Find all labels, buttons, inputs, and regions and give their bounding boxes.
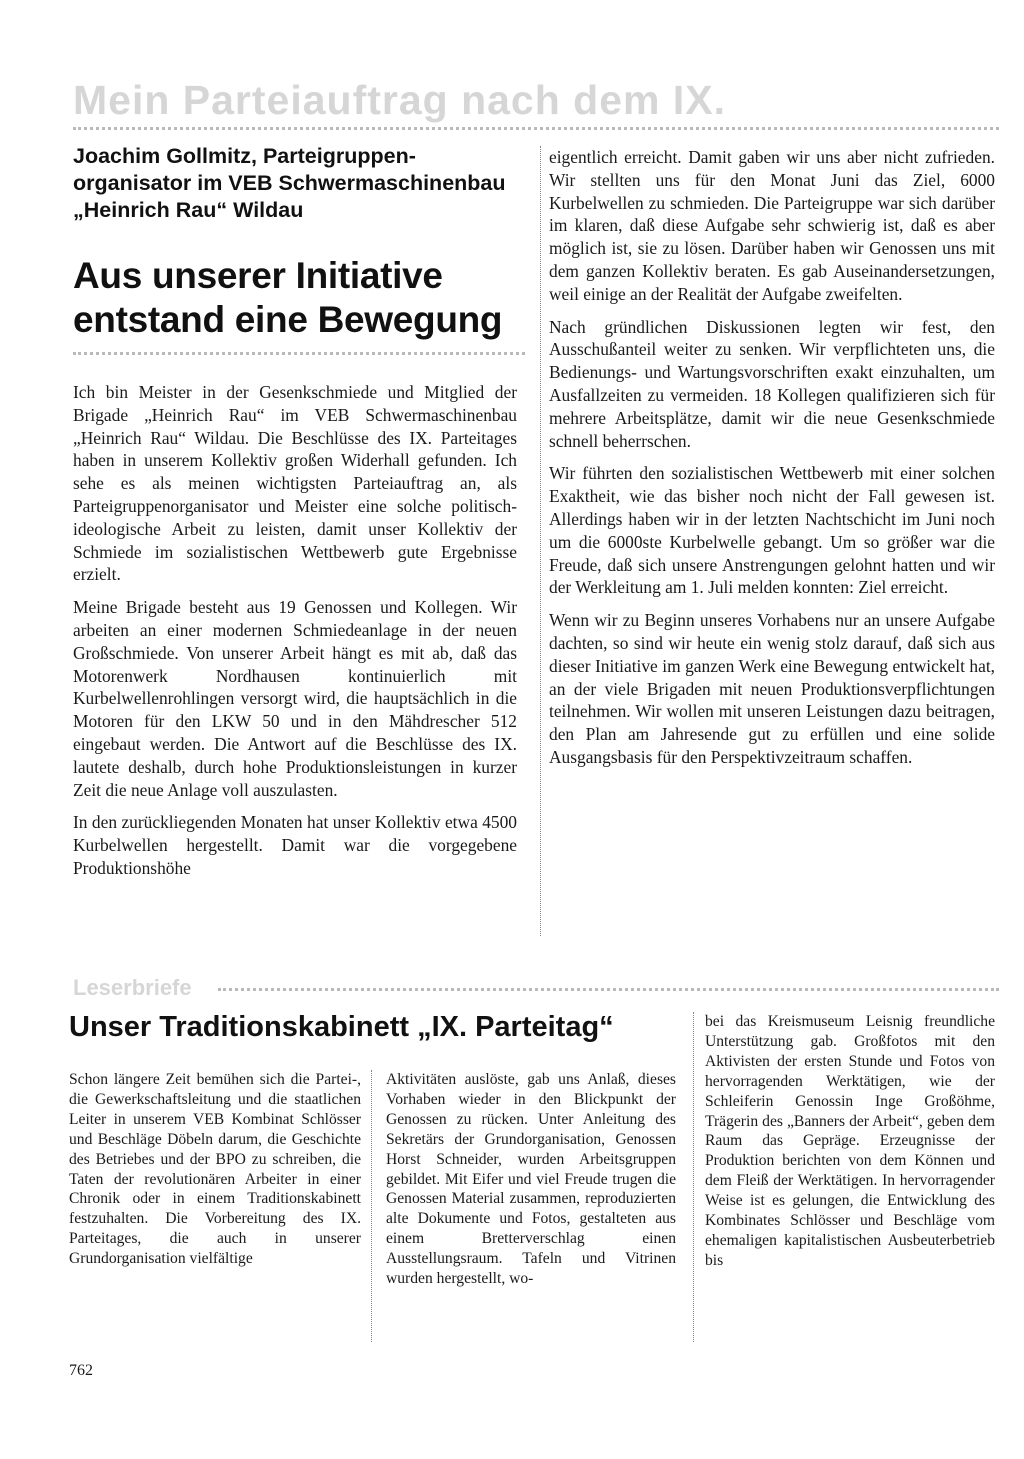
byline-line-1: Joachim Gollmitz, Parteigruppen- [73, 144, 416, 168]
paragraph: Wenn wir zu Beginn unseres Vorhabens nur an unsere Aufgabe dachten, so sind wir heute ein wenig stolz darauf, daß sich aus dieser Initiative im ganzen Werk eine Bewegung entwickelt hat, an der viele Brigaden mit neuen Produktionsverpflichtungen teilnehmen. Wir wollen mit unseren Leistungen dazu beitragen, den Plan am Jahresende gut zu erfüllen und eine solide Ausgangsbasis für den Perspektivzeitraum schaffen. [549, 610, 995, 767]
section-header: Mein Parteiauftrag nach dem IX. [73, 77, 726, 123]
byline-line-2: organisator im VEB Schwermaschinenbau [73, 171, 506, 195]
column-divider [693, 1012, 694, 1342]
letters-header: Leserbriefe [73, 975, 192, 1000]
headline-line-2: entstand eine Bewegung [73, 299, 503, 340]
column-divider [540, 146, 541, 936]
paragraph: bei das Kreismuseum Leisnig freundliche Unterstützung gab. Großfotos mit den Aktivisten der ersten Stunde und Fotos von hervorragenden Werktätigen, wie der Schleiferin Genossin Inge Großöhme, Trägerin des „Banners der Arbeit“, geben dem Raum das Gepräge. Erzeugnisse der Produktion berichten von dem Können und dem Fleiß der Werktätigen. In hervorragender Weise ist es gelungen, die Entwicklung des Kombinates Schlösser und Beschläge vom ehemaligen kapitalistischen Ausbeuterbetrieb bis [705, 1013, 995, 1269]
letter-column-2 [386, 1070, 676, 1289]
letter-headline: Unser Traditionskabinett „IX. Parteitag“ [69, 1011, 614, 1043]
paragraph: eigentlich erreicht. Damit gaben wir uns aber nicht zufrieden. Wir stellten uns für den Monat Juni das Ziel, 6000 Kurbelwellen zu schmieden. Die Parteigruppe war sich darüber im klaren, daß diese Aufgabe sehr schwierig ist, daß es aber möglich ist, sie zu lösen. Darüber haben wir Genossen uns mit dem ganzen Kollektiv beraten. Es gab Auseinandersetzungen, weil einige an der Realität der Aufgabe zweifelten. [549, 147, 995, 304]
paragraph: Aktivitäten auslöste, gab uns Anlaß, dieses Vorhaben wieder in den Blickpunkt der Genossen zu rücken. Unter Anleitung des Sekretärs der Grundorganisation, Genossen Horst Schneider, wurden Arbeitsgruppen gebildet. Mit Eifer und viel Freude trugen die Genossen Material zusammen, reproduzierten alte Dokumente und Fotos, gestalteten aus einem Bretterverschlag einen Ausstellungsraum. Tafeln und Vitrinen wurden hergestellt, wo- [386, 1071, 676, 1288]
headline-line-1: Aus unserer Initiative [73, 255, 443, 296]
paragraph: Wir führten den sozialistischen Wettbewerb mit einer solchen Exaktheit, wie das bisher noch nicht der Fall gewesen ist. Allerdings haben wir in der letzten Nachtschicht im Juni noch um die 6000ste Kurbelwelle gebangt. Um so größer war die Freude, daß sich unsere Anstrengungen gelohnt hatten und wir der Werkleitung am 1. Juli melden konnten: Ziel erreicht. [549, 463, 995, 598]
letter-column-3 [705, 1012, 995, 1271]
paragraph: Nach gründlichen Diskussionen legten wir fest, den Ausschußanteil weiter zu senken. Wir verpflichteten uns, die Bedienungs- und Wartungsvorschriften exakt einzuhalten, um Ausfallzeiten zu vermeiden. 18 Kollegen qualifizieren sich für mehrere Arbeitsplätze, damit wir die neue Gesenkschmiede schnell beherrschen. [549, 316, 995, 451]
headline-rule [73, 352, 525, 355]
paragraph: Schon längere Zeit bemühen sich die Partei-, die Gewerkschaftsleitung und die staatlichen Leiter in unserem VEB Kombinat Schlösser und Beschläge Döbeln darum, die Geschichte des Betriebes und der BPO zu schreiben, die Taten der revolutionären Arbeiter in einer Chronik oder in einem Traditionskabinett festzuhalten. Die Vorbereitung des IX. Parteitages, die auch in unserer Grundorganisation vielfältige [69, 1071, 361, 1268]
article-right-column [549, 146, 995, 779]
article-headline [73, 254, 502, 342]
header-rule [73, 127, 999, 130]
article-left-column [73, 381, 517, 890]
paragraph: Meine Brigade besteht aus 19 Genossen und Kollegen. Wir arbeiten an einer modernen Schmiedeanlage in der neuen Großschmiede. Von unserer Arbeit hängt es mit ab, daß das Motorenwerk Nordhausen kontinuierlich mit Kurbelwellenrohlingen versorgt wird, die hauptsächlich in die Motoren für den LKW 50 und in den Mähdrescher 512 eingebaut werden. Die Antwort auf die Beschlüsse des IX. lautete deshalb, durch hohe Produktionsleistungen in kurzer Zeit die neue Anlage voll auszulasten. [73, 597, 517, 800]
paragraph: Ich bin Meister in der Gesenkschmiede und Mitglied der Brigade „Heinrich Rau“ im VEB Schwermaschinenbau „Heinrich Rau“ Wildau. Die Beschlüsse des IX. Parteitages haben in unserem Kollektiv großen Widerhall gefunden. Ich sehe es als meinen wichtigsten Parteiauftrag an, als Parteigruppenorganisator und Meister eine solche politisch-ideologische Arbeit zu leisten, damit unser Kollektiv der Schmiede im sozialistischen Wettbewerb gute Ergebnisse erzielt. [73, 382, 517, 585]
column-divider [371, 1070, 372, 1342]
byline-line-3: „Heinrich Rau“ Wildau [73, 198, 304, 222]
letter-column-1 [69, 1070, 361, 1269]
letters-rule [218, 988, 999, 991]
page-number: 762 [69, 1362, 93, 1379]
article-byline [73, 143, 506, 224]
paragraph: In den zurückliegenden Monaten hat unser Kollektiv etwa 4500 Kurbelwellen hergestellt. Damit war die vorgegebene Produktionshöhe [73, 812, 517, 878]
